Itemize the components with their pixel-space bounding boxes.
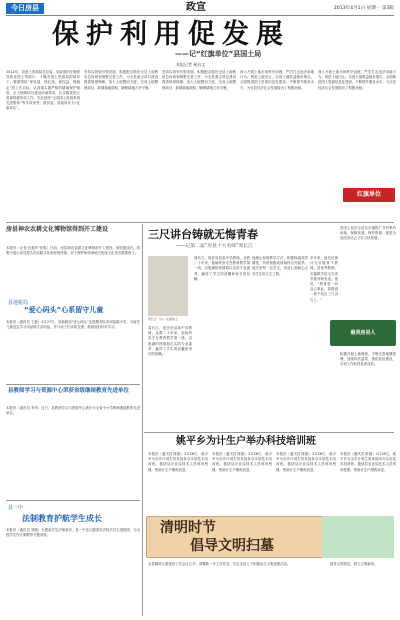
red-flag-badge: 红旗单位 — [343, 188, 395, 202]
story-e-body-left: 本报讯（通讯员 陈刚）3月26日，姚平乡为全乡计划生育家庭举办实用技术培训班，邀请县农业局技术人员现场授课，帮助计生户增收致富。 — [148, 452, 208, 472]
section-title: 政宣 — [186, 2, 206, 13]
page-header — [6, 2, 394, 16]
teacher-photo — [148, 256, 188, 316]
right-col-body-top: 县国土局在全县各乡镇推广节约集约用地，保障发展，保护资源，促进全县经济社会又好又快发展。 — [340, 226, 396, 241]
story-e-title: 姚平乡为计生户举办科技培训班 — [176, 436, 316, 447]
bottom-right-text: 倡导文明祭祀，树立文明新风。 — [330, 562, 378, 566]
lead-body-mid: 坚持以规划引领发展，积极配合做好全县土地利用总体规划调整完善工作，为全县重点项目建设提供规划保障。加大土地整治力度，完成土地整理项目，新增耕地面积，确保耕地占补平衡。 — [84, 70, 158, 90]
lead-headline: 保护利用促发展 — [52, 19, 290, 50]
horizontal-rule — [144, 432, 394, 433]
lead-byline: 本报记者 柯启文 — [176, 62, 206, 67]
bottom-left-text: 全县精神文明建设工作会议召开，部署新一年工作任务，号召全县上下积极参与文明创建活动。 — [148, 562, 291, 566]
photo-caption: 周长江（右）在课堂上 — [148, 317, 179, 321]
story-b-kicker: 县地税局 — [8, 300, 29, 306]
story-d-body: 本报讯（通讯员 刘强）为提高学生法律意识，县一中近日邀请县法院法官走进校园，为全校学生作法制教育专题讲座。 — [6, 528, 140, 538]
horizontal-rule — [6, 384, 140, 385]
banner-decoration — [322, 516, 394, 558]
banner-line-1: 清明时节 — [160, 520, 216, 536]
right-col-body-mid: 积极开展土地调查，不断完善地籍管理，加强执法监察，强化队伍建设，各项工作取得显著成效。 — [340, 352, 396, 367]
story-e-body-far: 本报讯（通讯员 陈刚）3月26日，姚平乡为全乡计划生育家庭举办实用技术培训班，邀请县农业局技术人员现场授课，帮助计生户增收致富。 — [340, 452, 396, 472]
lead-body-mid-2: 坚持以规划引领发展，积极配合做好全县土地利用总体规划调整完善工作，为全县重点项目建设提供规划保障。加大土地整治力度，完成土地整理项目，新增耕地面积，确保耕地占补平衡。 — [162, 70, 236, 90]
lead-body-left: 2012年，县国土资源局在县委、县政府的正确领导和省国土资源厅、十堰市国土资源局的指导下，紧紧围绕“保发展、保红线、保权益、保稳定”的工作目标，认真落实最严格的耕地保护制度，全力保障项目建设用地需求，扎实推进国土资源管理各项工作，先后获得“全省国土资源系统先进集体”等多项荣誉，被县委、县政府评为“红旗单位”。 — [6, 70, 80, 111]
feature-title: 三尺讲台铸就无悔青春 — [148, 228, 258, 241]
story-a-title: 房县神农农耕文化博物馆得到开工建设 — [6, 226, 109, 233]
feature-body-left: 周长江，现任房县某中学教师。从教二十年来，他始终坚守在教育教学第一线，以饱满的热情和扎实的专业素养，赢得了学生的爱戴和家长的信赖。 — [194, 256, 250, 281]
feature-body-mid: 他潜心钻研教学方法，积极探索高效课堂，所带班级成绩始终名列前茅。他关爱每一位学生，用爱心和耐心点亮学生的人生之路。 — [252, 256, 308, 276]
lead-body-right-2: 深入开展土地市场秩序治理，严厉打击违法用地行为。规范土地出让，实现土地收益稳步增长。全面推进国土资源信息化建设，不断提升服务水平，为全县经济社会发展做出了积极贡献。 — [318, 70, 396, 90]
lead-body-right: 深入开展土地市场秩序治理，严厉打击违法用地行为。规范土地出让，实现土地收益稳步增长。全面推进国土资源信息化建设，不断提升服务水平，为全县经济社会发展做出了积极贡献。 — [240, 70, 314, 90]
vertical-rule — [142, 224, 143, 616]
story-e-body-mid: 本报讯（通讯员 陈刚）3月26日，姚平乡为全乡计划生育家庭举办实用技术培训班，邀请县农业局技术人员现场授课，帮助计生户增收致富。 — [212, 452, 272, 472]
story-d-title: 法制教育护航学生成长 — [22, 514, 102, 523]
story-b-body: 本报讯（通讯员 王磊）3月27日，县地税局“爱心码头”志愿服务队来到某镇小学，为留守儿童送去学习用品和生活用品，并与孩子们亲切交流，鼓励他们好好学习。 — [6, 320, 140, 330]
story-c-title: 县教师学习与资源中心荣获省级继续教育先进单位 — [8, 388, 130, 394]
story-c-body: 本报讯（通讯员 李华）近日，县教师学习与资源中心被评为全省中小学教师继续教育先进单位。 — [6, 406, 140, 416]
story-a-body: 本报讯（记者 杜振华 张明）日前，房县神农农耕文化博物馆开工建设。该馆建成后，将集中展示房县悠久的农耕文化和民俗风情，对于保护和传承地方传统文化具有重要意义。 — [6, 246, 140, 256]
horizontal-rule — [6, 500, 140, 501]
story-b-title: “爱心码头”心系留守儿童 — [24, 306, 104, 314]
lead-subheadline: ——记“红旗单位”县国土局 — [175, 50, 262, 58]
feature-body-left-bottom: 周长江，现任房县某中学教师。从教二十年来，他始终坚守在教育教学第一线，以饱满的热情和扎实的专业素养，赢得了学生的爱戴和家长的信赖。 — [148, 326, 192, 357]
campaign-box: 最美房县人 — [330, 320, 396, 346]
newspaper-logo: 今日房县 — [6, 3, 44, 14]
story-d-kicker: 县一中 — [8, 505, 24, 511]
story-e-body-right: 本报讯（通讯员 陈刚）3月26日，姚平乡为全乡计划生育家庭举办实用技术培训班，邀请县农业局技术人员现场授课，帮助计生户增收致富。 — [276, 452, 336, 472]
banner-line-2: 倡导文明扫墓 — [190, 538, 274, 554]
horizontal-rule — [6, 222, 394, 223]
feature-subtitle: ——记第二届“房县十大名师”周长江 — [176, 244, 253, 249]
dateline: 2013年4月1日 星期一 第3版 — [333, 6, 394, 11]
feature-body-right: 多年来，他先后被评为市级骨干教师、县优秀教师，多篇教学论文在省市级刊物发表。他说：“教育是一份良心事业，我愿意一辈子站在三尺讲台上。” — [310, 256, 338, 302]
